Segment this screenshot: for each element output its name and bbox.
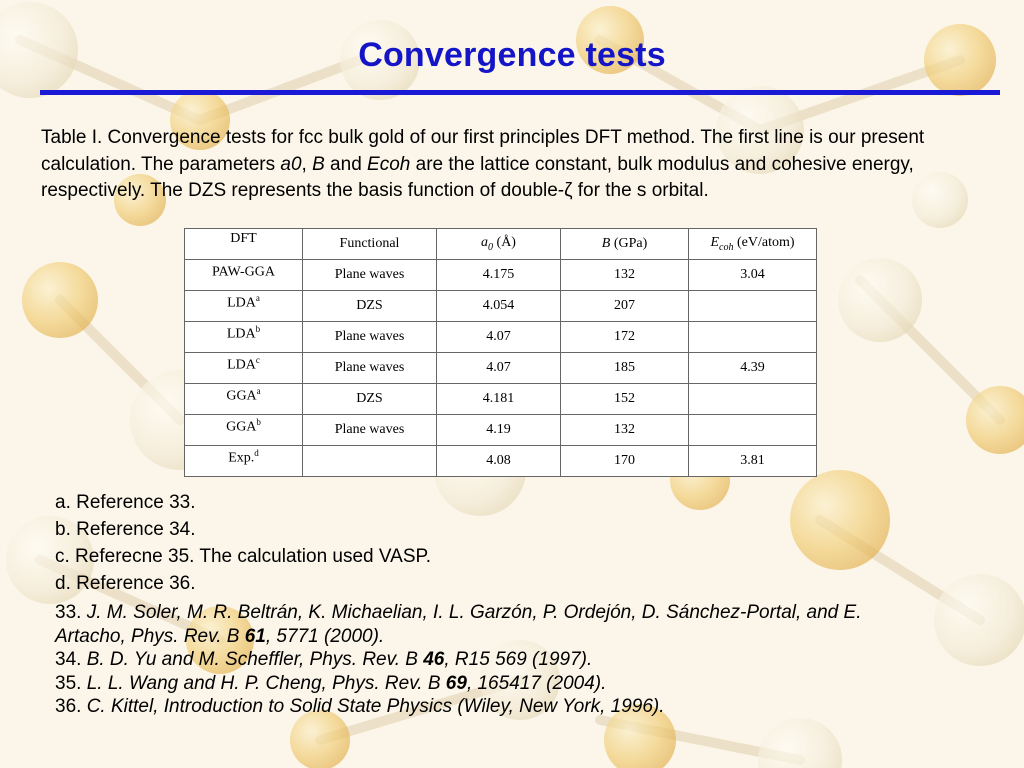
cell-a0: 4.175: [437, 260, 561, 291]
cell-ecoh: 3.81: [689, 446, 817, 477]
cell-functional: Plane waves: [303, 353, 437, 384]
caption-text-2: are the lattice constant, bulk modulus and cohesive energy, respectively. The DZS represents the basis function of double-ζ for the s orbital.: [41, 153, 914, 201]
reference-number: 33.: [55, 602, 87, 623]
footnote-marker: a: [256, 386, 261, 396]
footnote-marker: c: [255, 355, 260, 365]
table-row: [185, 291, 817, 322]
footnote-marker: d: [254, 448, 259, 458]
table-row: [185, 260, 817, 291]
dft-label: Exp.: [228, 450, 255, 466]
table-row: [185, 446, 817, 477]
cell-functional: Plane waves: [303, 260, 437, 291]
cell-bulk-modulus: 207: [561, 291, 689, 322]
dft-label: GGA: [226, 419, 257, 435]
cell-a0: 4.08: [437, 446, 561, 477]
cell-functional: DZS: [303, 291, 437, 322]
reference-34: [55, 648, 895, 672]
footnote-a: a. Reference 33.: [55, 492, 196, 513]
reference-number: 34.: [55, 649, 87, 670]
header-a0-subscript: 0: [488, 241, 494, 253]
header-ecoh: [689, 229, 817, 260]
cell-dft: [185, 322, 303, 353]
cell-functional: DZS: [303, 384, 437, 415]
cell-ecoh: 4.39: [689, 353, 817, 384]
caption-and: and: [324, 153, 368, 175]
references: [55, 601, 895, 719]
caption-B: B: [312, 153, 325, 175]
cell-dft: [185, 446, 303, 477]
cell-ecoh: [689, 291, 817, 322]
cell-a0: 4.07: [437, 322, 561, 353]
table-header-row: [185, 229, 817, 260]
cell-ecoh: [689, 415, 817, 446]
footnote-d: d. Reference 36.: [55, 573, 196, 594]
cell-ecoh: 3.04: [689, 260, 817, 291]
caption-text-1: Table I. Convergence tests for fcc bulk gold of our first principles DFT method. The first line is our present calculation. The parameters: [41, 127, 925, 175]
header-bulk-modulus: [561, 229, 689, 260]
reference-35: [55, 672, 895, 696]
cell-a0: 4.19: [437, 415, 561, 446]
cell-bulk-modulus: 185: [561, 353, 689, 384]
footnote-marker: a: [255, 293, 260, 303]
table-row: [185, 415, 817, 446]
cell-dft: [185, 353, 303, 384]
reference-tail: , 165417 (2004).: [466, 672, 607, 694]
table-row: [185, 322, 817, 353]
slide-title: Convergence tests: [358, 36, 666, 74]
cell-bulk-modulus: 132: [561, 260, 689, 291]
cell-dft: [185, 415, 303, 446]
cell-dft: [185, 260, 303, 291]
cell-a0: 4.07: [437, 353, 561, 384]
reference-tail: , 5771 (2000).: [265, 625, 385, 647]
footnote-marker: b: [256, 417, 261, 427]
header-a0: [437, 229, 561, 260]
header-a0-unit: (Å): [493, 235, 516, 251]
cell-functional: Plane waves: [303, 415, 437, 446]
reference-tail: , R15 569 (1997).: [444, 649, 593, 670]
reference-volume: 69: [445, 672, 467, 694]
cell-bulk-modulus: 170: [561, 446, 689, 477]
header-functional: [303, 229, 437, 260]
reference-text: B. D. Yu and M. Scheffler, Phys. Rev. B: [86, 649, 424, 670]
cell-bulk-modulus: 132: [561, 415, 689, 446]
reference-33: [55, 601, 895, 648]
cell-functional: [303, 446, 437, 477]
reference-volume: 46: [423, 649, 445, 670]
table-caption: [41, 125, 1001, 205]
dft-label: PAW-GGA: [212, 264, 275, 280]
reference-text: C. Kittel, Introduction to Solid State Physics (Wiley, New York, 1996).: [86, 696, 665, 717]
footnote-c: c. Referecne 35. The calculation used VASP.: [55, 546, 432, 567]
reference-36: [55, 695, 895, 719]
header-E-symbol: E: [710, 235, 720, 251]
footnotes: [55, 489, 431, 597]
dft-label: LDA: [226, 326, 256, 342]
header-E-subscript: coh: [719, 241, 734, 253]
reference-text: J. M. Soler, M. R. Beltrán, K. Michaelian, I. L. Garzón, P. Ordejón, D. Sánchez-Portal, and E. Artacho, Phys. Rev. B: [55, 602, 862, 647]
table-body: [185, 260, 817, 477]
dft-label: LDA: [227, 295, 256, 311]
dft-label: LDA: [227, 357, 256, 373]
reference-number: 35.: [55, 672, 87, 694]
header-B-symbol: B: [601, 236, 611, 251]
cell-dft: [185, 291, 303, 322]
cell-a0: 4.181: [437, 384, 561, 415]
dft-label: GGA: [226, 388, 257, 404]
footnote-marker: b: [255, 324, 261, 334]
cell-bulk-modulus: 172: [561, 322, 689, 353]
footnote-b: b. Reference 34.: [55, 519, 196, 540]
reference-text: L. L. Wang and H. P. Cheng, Phys. Rev. B: [86, 672, 446, 694]
header-E-unit: (eV/atom): [733, 235, 795, 251]
table-row: [185, 384, 817, 415]
title-underline: [40, 90, 1000, 95]
cell-functional: Plane waves: [303, 322, 437, 353]
reference-number: 36.: [55, 696, 87, 717]
caption-sep: ,: [301, 153, 313, 175]
cell-bulk-modulus: 152: [561, 384, 689, 415]
convergence-table: [184, 228, 817, 477]
header-functional-label: Functional: [339, 236, 400, 251]
table-row: [185, 353, 817, 384]
header-dft: DFT: [185, 229, 303, 260]
cell-ecoh: [689, 384, 817, 415]
caption-Ecoh: Ecoh: [367, 153, 411, 175]
caption-a0: a0: [280, 153, 302, 175]
header-a0-symbol: a: [481, 235, 489, 251]
cell-dft: [185, 384, 303, 415]
cell-ecoh: [689, 322, 817, 353]
header-B-unit: (GPa): [610, 236, 648, 251]
reference-volume: 61: [244, 625, 266, 647]
cell-a0: 4.054: [437, 291, 561, 322]
